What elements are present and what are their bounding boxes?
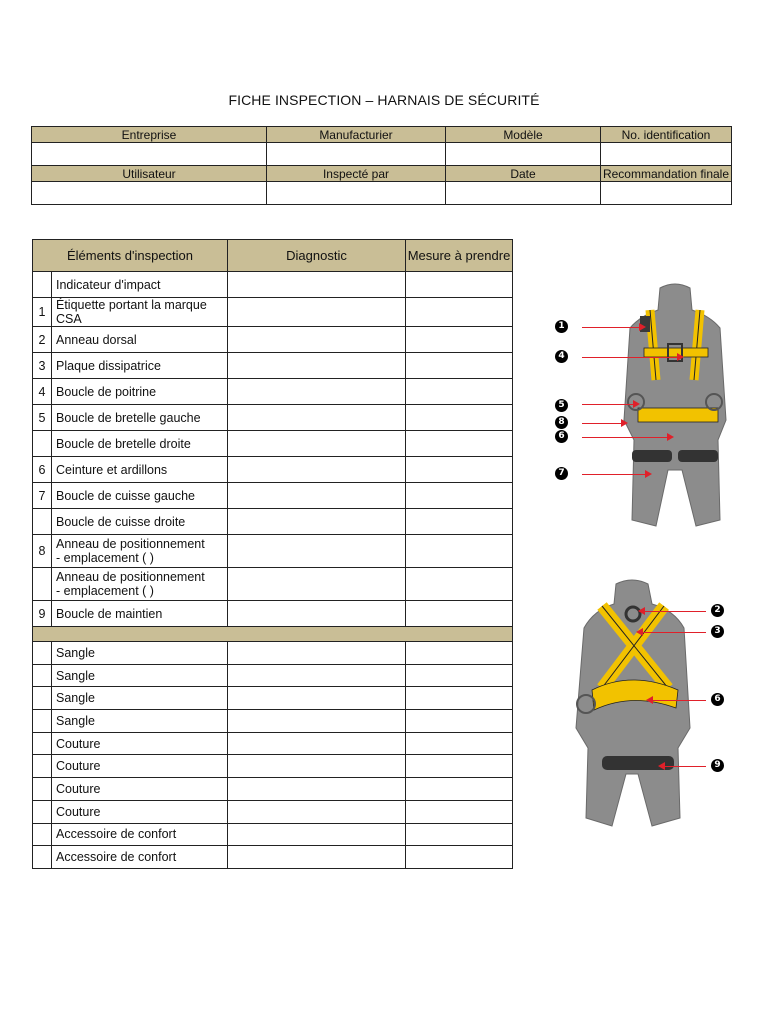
inspection-header-row [33,240,513,272]
inspected-by-label: Inspecté par [267,166,446,182]
action-cell[interactable] [406,687,513,710]
table-row [33,732,513,755]
final-recommendation-label: Recommandation finale [601,166,732,182]
item-number: 6 [33,457,52,483]
item-number: 9 [33,601,52,627]
action-cell[interactable] [406,405,513,431]
harness-back-image [572,578,702,828]
date-field[interactable] [446,182,601,205]
arrow-left-icon [640,611,706,612]
table-row [33,642,513,665]
diagnostic-cell[interactable] [228,483,406,509]
company-label: Entreprise [32,127,267,143]
table-row [33,687,513,710]
manufacturer-field[interactable] [267,143,446,166]
item-number [33,664,52,687]
table-row [33,327,513,353]
callout-badge: 6 [711,693,724,706]
item-number [33,710,52,733]
info-header-row [32,127,732,143]
table-row [33,601,513,627]
callout-3 [711,625,724,638]
diagnostic-cell[interactable] [228,431,406,457]
arrow-left-icon [648,700,706,701]
table-row [33,405,513,431]
item-number [33,846,52,869]
item-number: 4 [33,379,52,405]
item-label: Boucle de poitrine [52,379,228,405]
table-row [33,353,513,379]
item-label: Accessoire de confort [52,823,228,846]
table-row [33,509,513,535]
table-row [33,298,513,327]
inspected-by-field[interactable] [267,182,446,205]
item-label: Boucle de bretelle gauche [52,405,228,431]
arrow-right-icon [582,404,638,405]
elements-header: Éléments d'inspection [33,240,228,272]
company-field[interactable] [32,143,267,166]
item-label-line: - emplacement ( ) [56,551,154,565]
diagnostic-cell[interactable] [228,405,406,431]
item-number [33,272,52,298]
id-number-field[interactable] [601,143,732,166]
action-cell[interactable] [406,732,513,755]
item-label [52,568,228,601]
action-cell[interactable] [406,457,513,483]
table-row [33,272,513,298]
table-row [33,379,513,405]
id-number-label: No. identification [601,127,732,143]
diagnostic-cell[interactable] [228,568,406,601]
item-label: Boucle de bretelle droite [52,431,228,457]
callout-badge: 3 [711,625,724,638]
action-header: Mesure à prendre [406,240,513,272]
item-label-line: Anneau de positionnement [56,570,205,584]
info-header-row [32,166,732,182]
diagnostic-cell[interactable] [228,710,406,733]
callout-9 [711,759,724,772]
callout-4 [555,350,568,363]
action-cell[interactable] [406,509,513,535]
item-label: Sangle [52,687,228,710]
item-label: Boucle de cuisse gauche [52,483,228,509]
action-cell[interactable] [406,535,513,568]
action-cell[interactable] [406,483,513,509]
table-row [33,800,513,823]
section-divider [33,627,513,642]
item-label: Accessoire de confort [52,846,228,869]
action-cell[interactable] [406,568,513,601]
date-label: Date [446,166,601,182]
callout-6 [555,430,568,443]
item-label: Sangle [52,710,228,733]
item-label: Étiquette portant la marque CSA [52,298,228,327]
diagnostic-cell[interactable] [228,642,406,665]
callout-badge: 4 [555,350,568,363]
action-cell[interactable] [406,298,513,327]
table-row [33,535,513,568]
diagnostic-cell[interactable] [228,298,406,327]
action-cell[interactable] [406,642,513,665]
item-number [33,755,52,778]
action-cell[interactable] [406,778,513,801]
action-cell[interactable] [406,272,513,298]
callout-7 [555,467,568,480]
item-number [33,568,52,601]
item-number [33,642,52,665]
action-cell[interactable] [406,353,513,379]
diagnostic-cell[interactable] [228,535,406,568]
diagnostic-cell[interactable] [228,800,406,823]
diagnostic-cell[interactable] [228,457,406,483]
item-number: 2 [33,327,52,353]
item-number [33,509,52,535]
item-number [33,431,52,457]
user-field[interactable] [32,182,267,205]
item-label: Anneau dorsal [52,327,228,353]
arrow-right-icon [582,474,650,475]
action-cell[interactable] [406,327,513,353]
item-label: Sangle [52,642,228,665]
diagnostic-cell[interactable] [228,823,406,846]
action-cell[interactable] [406,755,513,778]
diagnostic-cell[interactable] [228,664,406,687]
item-label: Ceinture et ardillons [52,457,228,483]
action-cell[interactable] [406,710,513,733]
callout-8 [555,416,568,429]
table-row [33,710,513,733]
action-cell[interactable] [406,823,513,846]
diagnostic-header: Diagnostic [228,240,406,272]
table-row [33,664,513,687]
action-cell[interactable] [406,664,513,687]
callout-badge: 9 [711,759,724,772]
user-label: Utilisateur [32,166,267,182]
diagnostic-cell[interactable] [228,846,406,869]
diagnostic-cell[interactable] [228,778,406,801]
action-cell[interactable] [406,431,513,457]
final-recommendation-field[interactable] [601,182,732,205]
model-label: Modèle [446,127,601,143]
section-divider-cell [33,627,513,642]
table-row [33,823,513,846]
item-label: Indicateur d'impact [52,272,228,298]
item-number: 3 [33,353,52,379]
table-row [33,755,513,778]
item-number [33,687,52,710]
table-row [33,778,513,801]
harness-front-image [610,280,730,530]
diagnostic-cell[interactable] [228,755,406,778]
item-label: Couture [52,755,228,778]
arrow-right-icon [582,437,672,438]
item-label: Couture [52,732,228,755]
table-row [33,431,513,457]
arrow-right-icon [582,423,626,424]
table-row [33,483,513,509]
diagnostic-cell[interactable] [228,732,406,755]
callout-badge: 7 [555,467,568,480]
diagnostic-cell[interactable] [228,379,406,405]
item-number: 7 [33,483,52,509]
info-table [31,126,732,205]
item-number [33,778,52,801]
callout-badge: 8 [555,416,568,429]
item-number [33,823,52,846]
item-label: Boucle de maintien [52,601,228,627]
info-value-row [32,182,732,205]
callout-6-back [711,693,724,706]
action-cell[interactable] [406,846,513,869]
callout-badge: 2 [711,604,724,617]
item-number [33,732,52,755]
inspection-table [32,239,513,869]
item-label-line: - emplacement ( ) [56,584,154,598]
callout-badge: 1 [555,320,568,333]
arrow-right-icon [582,327,644,328]
manufacturer-label: Manufacturier [267,127,446,143]
action-cell[interactable] [406,800,513,823]
item-label [52,535,228,568]
item-label: Sangle [52,664,228,687]
item-label: Plaque dissipatrice [52,353,228,379]
table-row [33,457,513,483]
diagnostic-cell[interactable] [228,687,406,710]
item-number: 8 [33,535,52,568]
callout-5 [555,399,568,412]
callout-2 [711,604,724,617]
item-number: 5 [33,405,52,431]
item-number [33,800,52,823]
action-cell[interactable] [406,379,513,405]
arrow-left-icon [660,766,706,767]
model-field[interactable] [446,143,601,166]
callout-badge: 5 [555,399,568,412]
diagnostic-cell[interactable] [228,509,406,535]
info-value-row [32,143,732,166]
diagnostic-cell[interactable] [228,272,406,298]
arrow-right-icon [582,357,682,358]
diagnostic-cell[interactable] [228,353,406,379]
callout-1 [555,320,568,333]
table-row [33,846,513,869]
diagnostic-cell[interactable] [228,601,406,627]
item-label: Couture [52,778,228,801]
item-number: 1 [33,298,52,327]
item-label: Couture [52,800,228,823]
arrow-left-icon [638,632,706,633]
table-row [33,568,513,601]
item-label-line: Anneau de positionnement [56,537,205,551]
page-title: FICHE INSPECTION – HARNAIS DE SÉCURITÉ [228,92,540,108]
action-cell[interactable] [406,601,513,627]
callout-badge: 6 [555,430,568,443]
diagnostic-cell[interactable] [228,327,406,353]
item-label: Boucle de cuisse droite [52,509,228,535]
